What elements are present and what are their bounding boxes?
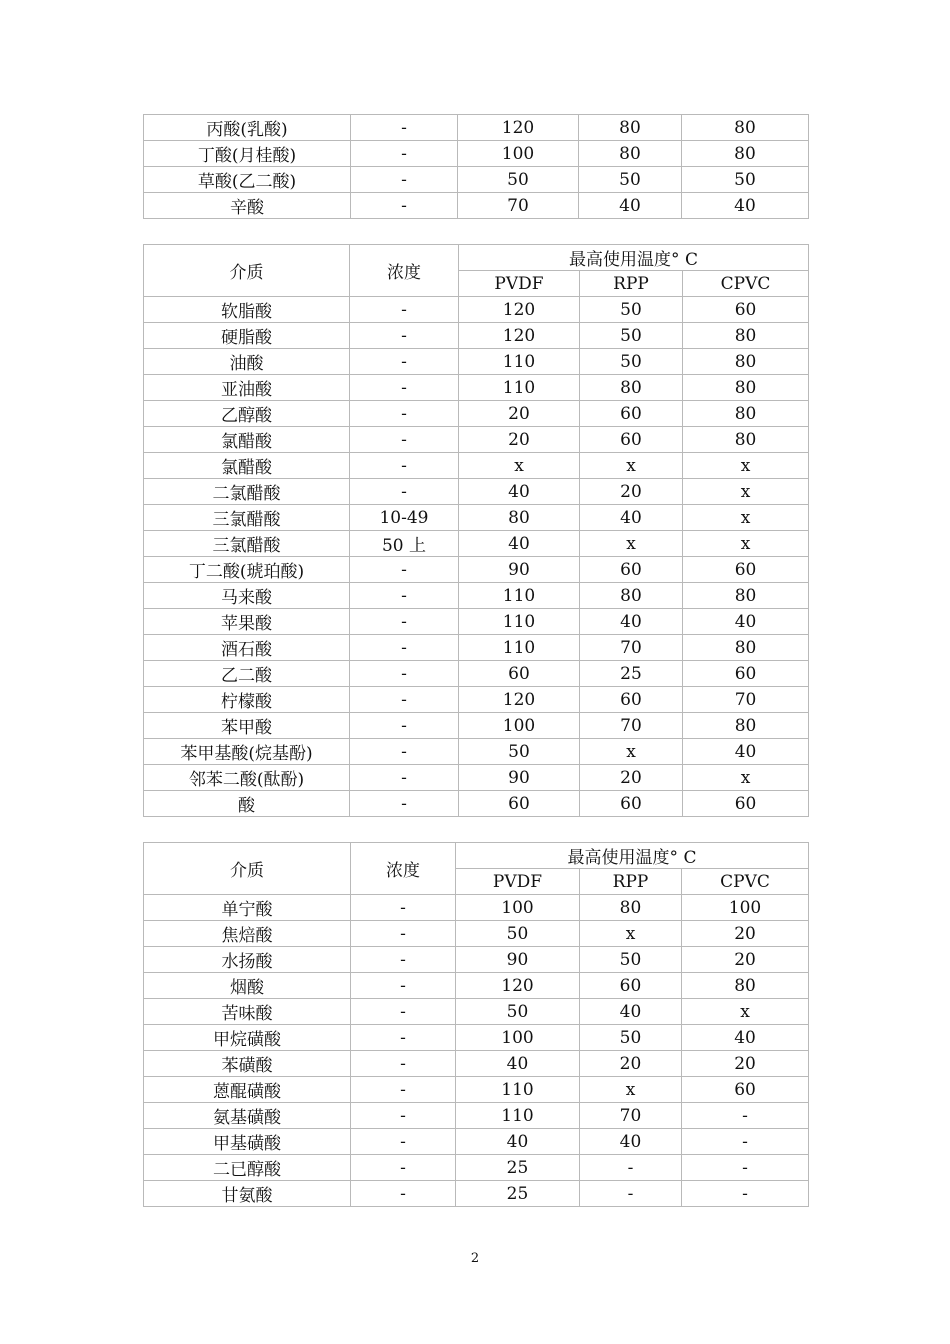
cell-cpvc: 20 [682,947,809,973]
cell-medium: 苯甲酸 [144,713,350,739]
table-row [144,427,809,453]
cell-cpvc: 80 [683,323,809,349]
table-row [144,193,809,219]
cell-medium: 甘氨酸 [144,1181,351,1207]
cell-pvdf: 110 [456,1103,580,1129]
cell-pvdf: 120 [459,297,580,323]
table-row [144,583,809,609]
cell-rpp: 40 [580,609,683,635]
cell-medium: 三氯醋酸 [144,531,350,557]
cell-concentration: - [350,323,459,349]
table-row [144,895,809,921]
table-row [144,739,809,765]
cell-rpp: 20 [580,1051,682,1077]
cell-medium: 草酸(乙二酸) [144,167,351,193]
cell-concentration: - [351,999,456,1025]
cell-cpvc: x [683,531,809,557]
table-row [144,297,809,323]
cell-medium: 氨基磺酸 [144,1103,351,1129]
chemical-resistance-table-1 [143,114,809,219]
cell-pvdf: 90 [456,947,580,973]
cell-pvdf: 25 [456,1155,580,1181]
cell-rpp: 80 [580,375,683,401]
table-row [144,115,809,141]
cell-rpp: 50 [580,349,683,375]
cell-rpp: x [580,531,683,557]
cell-pvdf: 70 [458,193,579,219]
cell-concentration: - [350,739,459,765]
table-row [144,713,809,739]
table-row [144,609,809,635]
table-row [144,167,809,193]
cell-pvdf: 100 [458,141,579,167]
cell-concentration: - [351,141,458,167]
cell-cpvc: 80 [682,141,809,167]
cell-cpvc: - [682,1129,809,1155]
cell-cpvc: 50 [682,167,809,193]
cell-medium: 邻苯二酸(酞酚) [144,765,350,791]
cell-concentration: - [350,453,459,479]
cell-concentration: - [351,1181,456,1207]
table-3-body [144,895,809,1207]
cell-pvdf: 100 [456,1025,580,1051]
cell-rpp: x [580,921,682,947]
cell-medium: 酸 [144,791,350,817]
cell-medium: 苯甲基酸(烷基酚) [144,739,350,765]
cell-medium: 三氯醋酸 [144,505,350,531]
cell-rpp: 70 [580,1103,682,1129]
cell-rpp: 60 [580,427,683,453]
cell-medium: 二已醇酸 [144,1155,351,1181]
cell-rpp: 40 [579,193,682,219]
cell-medium: 辛酸 [144,193,351,219]
table-row [144,947,809,973]
cell-medium: 苦味酸 [144,999,351,1025]
cell-cpvc: - [682,1103,809,1129]
cell-medium: 酒石酸 [144,635,350,661]
cell-cpvc: 60 [683,557,809,583]
cell-pvdf: 110 [459,609,580,635]
cell-pvdf: 50 [458,167,579,193]
cell-concentration: - [351,1103,456,1129]
cell-rpp: 70 [580,713,683,739]
header-max-temperature: 最高使用温度° C [459,245,809,271]
cell-rpp: 60 [580,401,683,427]
cell-pvdf: 90 [459,765,580,791]
cell-medium: 二氯醋酸 [144,479,350,505]
cell-pvdf: x [459,453,580,479]
cell-rpp: 50 [580,1025,682,1051]
cell-cpvc: 40 [683,609,809,635]
cell-cpvc: 40 [683,739,809,765]
cell-pvdf: 120 [458,115,579,141]
table-row [144,557,809,583]
cell-pvdf: 90 [459,557,580,583]
cell-cpvc: x [683,479,809,505]
cell-concentration: - [351,973,456,999]
cell-cpvc: 80 [683,427,809,453]
cell-concentration: - [350,401,459,427]
cell-concentration: - [350,713,459,739]
table-row [144,1181,809,1207]
cell-concentration: - [351,1129,456,1155]
cell-rpp: - [580,1181,682,1207]
table-row [144,1077,809,1103]
cell-cpvc: 40 [682,1025,809,1051]
table-row [144,1155,809,1181]
cell-pvdf: 120 [459,323,580,349]
cell-concentration: - [351,115,458,141]
cell-rpp: 60 [580,973,682,999]
cell-rpp: 60 [580,687,683,713]
cell-rpp: 60 [580,791,683,817]
table-row [144,453,809,479]
header-pvdf: PVDF [456,869,580,895]
table-row [144,687,809,713]
table-row [144,323,809,349]
cell-rpp: 20 [580,479,683,505]
cell-concentration: - [350,375,459,401]
cell-pvdf: 40 [456,1129,580,1155]
cell-concentration: - [350,635,459,661]
cell-medium: 乙醇酸 [144,401,350,427]
table-row [144,531,809,557]
table-row [144,401,809,427]
cell-rpp: 40 [580,1129,682,1155]
cell-pvdf: 20 [459,427,580,453]
cell-pvdf: 110 [456,1077,580,1103]
cell-concentration: - [351,947,456,973]
table-row [144,973,809,999]
cell-cpvc: 100 [682,895,809,921]
cell-rpp: 50 [580,323,683,349]
cell-concentration: - [351,921,456,947]
cell-cpvc: 60 [683,661,809,687]
cell-concentration: - [351,1025,456,1051]
cell-cpvc: 80 [683,583,809,609]
cell-cpvc: - [682,1181,809,1207]
table-2-header [144,245,809,297]
cell-cpvc: 60 [683,297,809,323]
cell-medium: 硬脂酸 [144,323,350,349]
header-medium: 介质 [144,843,351,895]
cell-medium: 丙酸(乳酸) [144,115,351,141]
cell-rpp: 60 [580,557,683,583]
cell-cpvc: 60 [682,1077,809,1103]
chemical-resistance-table-2 [143,244,809,817]
table-row [144,505,809,531]
cell-concentration: - [350,297,459,323]
cell-rpp: - [580,1155,682,1181]
cell-cpvc: - [682,1155,809,1181]
cell-medium: 丁二酸(琥珀酸) [144,557,350,583]
cell-pvdf: 60 [459,661,580,687]
cell-cpvc: 80 [682,973,809,999]
cell-concentration: - [351,1077,456,1103]
table-row [144,791,809,817]
cell-medium: 蒽醌磺酸 [144,1077,351,1103]
cell-medium: 油酸 [144,349,350,375]
cell-cpvc: 60 [683,791,809,817]
cell-medium: 乙二酸 [144,661,350,687]
cell-pvdf: 20 [459,401,580,427]
cell-concentration: - [351,1155,456,1181]
cell-concentration: - [350,427,459,453]
cell-medium: 氯醋酸 [144,453,350,479]
cell-pvdf: 120 [459,687,580,713]
header-max-temperature: 最高使用温度° C [456,843,809,869]
header-cpvc: CPVC [682,869,809,895]
cell-concentration: - [350,479,459,505]
cell-rpp: x [580,1077,682,1103]
cell-pvdf: 110 [459,635,580,661]
cell-cpvc: 80 [683,635,809,661]
cell-concentration: - [350,661,459,687]
cell-rpp: 80 [579,141,682,167]
cell-cpvc: 20 [682,921,809,947]
cell-pvdf: 100 [459,713,580,739]
cell-pvdf: 100 [456,895,580,921]
header-pvdf: PVDF [459,271,580,297]
cell-cpvc: 80 [683,401,809,427]
cell-pvdf: 60 [459,791,580,817]
cell-concentration: - [350,791,459,817]
header-concentration: 浓度 [351,843,456,895]
cell-cpvc: 80 [683,375,809,401]
cell-pvdf: 40 [456,1051,580,1077]
cell-medium: 丁酸(月桂酸) [144,141,351,167]
cell-concentration: - [351,167,458,193]
cell-medium: 氯醋酸 [144,427,350,453]
cell-concentration: 50 上 [350,531,459,557]
page-number: 2 [470,1251,480,1266]
cell-rpp: 50 [580,297,683,323]
table-row [144,635,809,661]
cell-medium: 甲烷磺酸 [144,1025,351,1051]
cell-medium: 水扬酸 [144,947,351,973]
cell-pvdf: 110 [459,349,580,375]
cell-pvdf: 25 [456,1181,580,1207]
cell-pvdf: 80 [459,505,580,531]
cell-pvdf: 50 [456,999,580,1025]
cell-rpp: x [580,739,683,765]
cell-pvdf: 110 [459,375,580,401]
header-medium: 介质 [144,245,350,297]
cell-concentration: - [350,583,459,609]
cell-rpp: 40 [580,505,683,531]
cell-rpp: 50 [580,947,682,973]
cell-pvdf: 110 [459,583,580,609]
cell-cpvc: 70 [683,687,809,713]
cell-medium: 焦焙酸 [144,921,351,947]
cell-medium: 甲基磺酸 [144,1129,351,1155]
cell-medium: 柠檬酸 [144,687,350,713]
cell-pvdf: 40 [459,531,580,557]
header-rpp: RPP [580,869,682,895]
cell-cpvc: 40 [682,193,809,219]
cell-concentration: - [350,349,459,375]
chemical-resistance-table-3 [143,842,809,1207]
cell-pvdf: 50 [459,739,580,765]
cell-concentration: - [351,1051,456,1077]
cell-concentration: - [350,765,459,791]
table-row [144,349,809,375]
cell-medium: 烟酸 [144,973,351,999]
table-row [144,1051,809,1077]
cell-cpvc: 80 [683,349,809,375]
table-row [144,999,809,1025]
cell-rpp: 70 [580,635,683,661]
cell-medium: 单宁酸 [144,895,351,921]
table-row [144,479,809,505]
cell-pvdf: 50 [456,921,580,947]
cell-concentration: - [350,557,459,583]
table-row [144,1103,809,1129]
cell-cpvc: x [683,505,809,531]
table-1-body [144,115,809,219]
cell-rpp: 25 [580,661,683,687]
cell-rpp: 40 [580,999,682,1025]
table-row [144,1129,809,1155]
cell-cpvc: 80 [682,115,809,141]
table-row [144,375,809,401]
cell-cpvc: x [683,765,809,791]
table-row [144,661,809,687]
table-2-body [144,297,809,817]
cell-medium: 亚油酸 [144,375,350,401]
cell-concentration: - [350,687,459,713]
cell-cpvc: 20 [682,1051,809,1077]
cell-medium: 苹果酸 [144,609,350,635]
table-3-header [144,843,809,895]
cell-concentration: - [350,609,459,635]
cell-medium: 苯磺酸 [144,1051,351,1077]
cell-cpvc: x [683,453,809,479]
cell-cpvc: x [682,999,809,1025]
header-cpvc: CPVC [683,271,809,297]
cell-rpp: 80 [580,583,683,609]
table-row [144,1025,809,1051]
cell-concentration: - [351,895,456,921]
cell-rpp: 80 [579,115,682,141]
cell-medium: 马来酸 [144,583,350,609]
cell-concentration: - [351,193,458,219]
cell-concentration: 10-49 [350,505,459,531]
cell-pvdf: 120 [456,973,580,999]
cell-rpp: x [580,453,683,479]
cell-cpvc: 80 [683,713,809,739]
table-row [144,141,809,167]
cell-rpp: 80 [580,895,682,921]
cell-rpp: 20 [580,765,683,791]
cell-pvdf: 40 [459,479,580,505]
table-row [144,765,809,791]
cell-medium: 软脂酸 [144,297,350,323]
cell-rpp: 50 [579,167,682,193]
header-rpp: RPP [580,271,683,297]
header-concentration: 浓度 [350,245,459,297]
table-row [144,921,809,947]
